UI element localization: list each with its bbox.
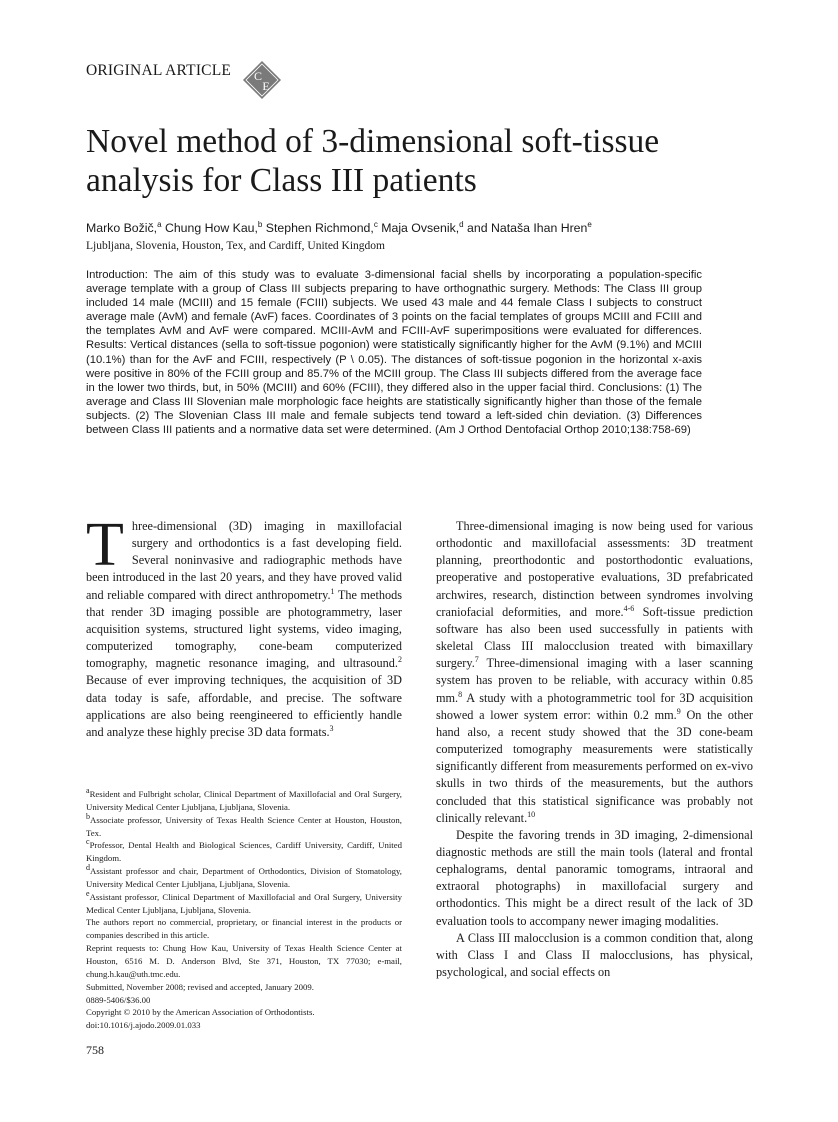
body-column-right <box>436 518 753 981</box>
citation-marker: 2 <box>398 655 402 665</box>
footnote-marker: a <box>86 786 90 796</box>
body-paragraph: Three-dimensional (3D) imaging in maxillofacial surgery and orthodontics is a fast developing field. Several noninvasive and radiographic methods have been introduced in the last 20 years, and they have proved valid and reliable compared with direct anthropometry.$^1$ The methods that render 3D imaging possible are photogrammetry, laser acquisition systems, structured light systems, video imaging, computerized tomography, cone-beam computerized tomography, magnetic resonance imaging, and ultrasound.$^2$ Because of ever improving techniques, the acquisition of 3D data today is safe, affordable, and precise. The software applications are also being reengineered to efficiently handle and analyze these highly precise 3D data formats.$^3$ <box>86 511 402 739</box>
footnote-marker: e <box>86 888 90 898</box>
affiliation-marker: b <box>257 219 263 229</box>
affiliation-marker: a <box>157 219 162 229</box>
citation-marker: 7 <box>474 655 479 665</box>
footnote: Reprint requests to: Chung How Kau, University of Texas Health Science Center at Houston, 6516 M. D. Anderson Blvd, Ste 371, Houston, TX 77030; e-mail, chung.h.kau@uth.tmc.edu. <box>86 943 402 979</box>
svg-text:C: C <box>253 69 263 83</box>
continuing-education-logo <box>242 60 282 100</box>
author-name: Chung How Kau, <box>164 221 258 235</box>
drop-cap: T <box>86 511 124 579</box>
author-name: Nataša Ihan Hren <box>490 221 588 235</box>
body-column-left <box>86 511 402 741</box>
author-locations: Ljubljana, Slovenia, Houston, Tex, and Cardiff, United Kingdom <box>86 240 386 252</box>
footnote: $^a$Resident and Fulbright scholar, Clinical Department of Maxillofacial and Oral Surgery, University Medical Center Ljubljana, Ljubljana, Slovenia. <box>86 786 402 812</box>
section-label: ORIGINAL ARTICLE <box>86 62 232 79</box>
footnote: $^e$Assistant professor, Clinical Department of Maxillofacial and Oral Surgery, University Medical Center Ljubljana, Ljubljana, Slovenia. <box>86 888 402 915</box>
footnote: $^d$Assistant professor and chair, Department of Orthodontics, Division of Stomatology, University Medical Center Ljubljana, Ljubljana, Slovenia. <box>86 863 402 889</box>
citation-marker: 1 <box>330 586 335 596</box>
author-list: Marko Božič,$^a$ Chung How Kau,$^b$ Stephen Richmond,$^c$ Maja Ovsenik,$^d$ and Nataša Ihan Hren$^e$ <box>86 219 592 235</box>
footnote: $^c$Professor, Dental Health and Biological Sciences, Cardiff University, Cardiff, United Kingdom. <box>86 837 402 864</box>
article-header <box>86 60 386 104</box>
author-name: Marko Božič, <box>86 221 158 235</box>
citation-marker: 4-6 <box>623 603 635 613</box>
footnote: $^b$Associate professor, University of Texas Health Science Center at Houston, Houston, Tex. <box>86 811 402 838</box>
author-name: Maja Ovsenik, <box>381 221 460 235</box>
affiliation-marker: c <box>373 219 378 229</box>
svg-text:E: E <box>262 79 270 93</box>
footnote: The authors report no commercial, proprietary, or financial interest in the products or companies described in this article. <box>86 917 402 941</box>
body-paragraph: Despite the favoring trends in 3D imaging, 2-dimensional diagnostic methods are still the main tools (lateral and frontal cephalograms, dental panoramic tomograms, intraoral and extraoral photographs) in maxillofacial surgery and orthodontics. This might be a direct result of the lack of 3D evaluation tools to accompany newer imaging modalities. <box>436 827 753 928</box>
citation-marker: 9 <box>676 706 681 716</box>
footnote: Copyright © 2010 by the American Association of Orthodontists. <box>86 1007 315 1018</box>
affiliation-marker: d <box>459 219 464 229</box>
body-paragraph: Three-dimensional imaging is now being used for various orthodontic and maxillofacial assessments: 3D treatment planning, preorthodontic and postorthodontic evaluations, preoperative and postoperative evaluations, 3D prefabricated archwires, research, distinction between syndromes involving craniofacial deformities, and more.$^{4-6}$ Soft-tissue prediction software has also been used successfully in patients with skeletal Class III malocclusion treated with bimaxillary surgery.$^7$ Three-dimensional imaging with a laser scanning system has proven to be reliable, with accuracy within 0.85 mm.$^8$ A study with a photogrammetric tool for 3D acquisition showed a lower system error: within 0.2 mm.$^9$ On the other hand also, a recent study showed that the 3D cone-beam computerized tomography measurements were statistically significantly different from measurements performed on ex-vivo skulls in two thirds of the measurements, but the authors concluded that this statistical significance was probably not clinically relevant.$^{10}$ <box>436 519 754 825</box>
footnote-marker: b <box>86 811 90 821</box>
article-title: Novel method of 3-dimensional soft-tissue analysis for Class III patients <box>86 123 660 199</box>
footnote-marker: d <box>86 863 90 873</box>
footnote: doi:10.1016/j.ajodo.2009.01.033 <box>86 1020 201 1031</box>
page-number: 758 <box>86 1043 104 1057</box>
citation-marker: 3 <box>329 723 334 733</box>
footnote: 0889-5406/$36.00 <box>86 994 151 1005</box>
citation-marker: 10 <box>527 809 536 819</box>
affiliation-footnotes <box>86 788 402 1032</box>
citation-marker: 8 <box>458 689 463 699</box>
body-paragraph: A Class III malocclusion is a common condition that, along with Class I and Class II malocclusions, has physical, psychological, and social effects on <box>436 930 753 980</box>
footnote-marker: c <box>86 837 90 847</box>
author-name: Stephen Richmond, <box>265 221 374 235</box>
affiliation-marker: e <box>587 219 592 229</box>
abstract: Introduction: The aim of this study was to evaluate 3-dimensional facial shells by incorporating a population-specific average template with a group of Class III subjects preparing to have orthognathic surgery. Methods: The Class III group included 14 male (MCIII) and 15 female (FCIII) subjects. We used 43 male and 44 female Class I subjects to construct average male (AvM) and female (AvF) faces. Coordinates of 3 points on the facial templates of groups MCIII and FCIII and the templates AvM and AvF were compared. MCIII-AvM and FCIII-AvF superimpositions were evaluated for differences. Results: Vertical distances (sella to soft-tissue pogonion) were statistically significantly higher for the AvM (9.1%) and MCIII (10.1%) than for the AvF and FCIII, respectively (P \ 0.05). The distances of soft-tissue pogonion in the horizontal x-axis were positive in 80% of the FCIII group and 85.7% of the MCIII group. The Class III subjects differed from the average face in the lower two thirds, but, in 50% (MCIII) and 60% (FCIII), they differed also in the upper facial third. Conclusions: (1) The average and Class III Slovenian male morphologic face heights are statistically significantly higher than those of the female subjects. (2) The Slovenian Class III male and female subjects tend toward a left-sided chin deviation. (3) Differences between Class III patients and a normative data set were determined. (Am J Orthod Dentofacial Orthop 2010;138:758-69) <box>86 269 702 437</box>
footnote: Submitted, November 2008; revised and accepted, January 2009. <box>86 981 314 992</box>
